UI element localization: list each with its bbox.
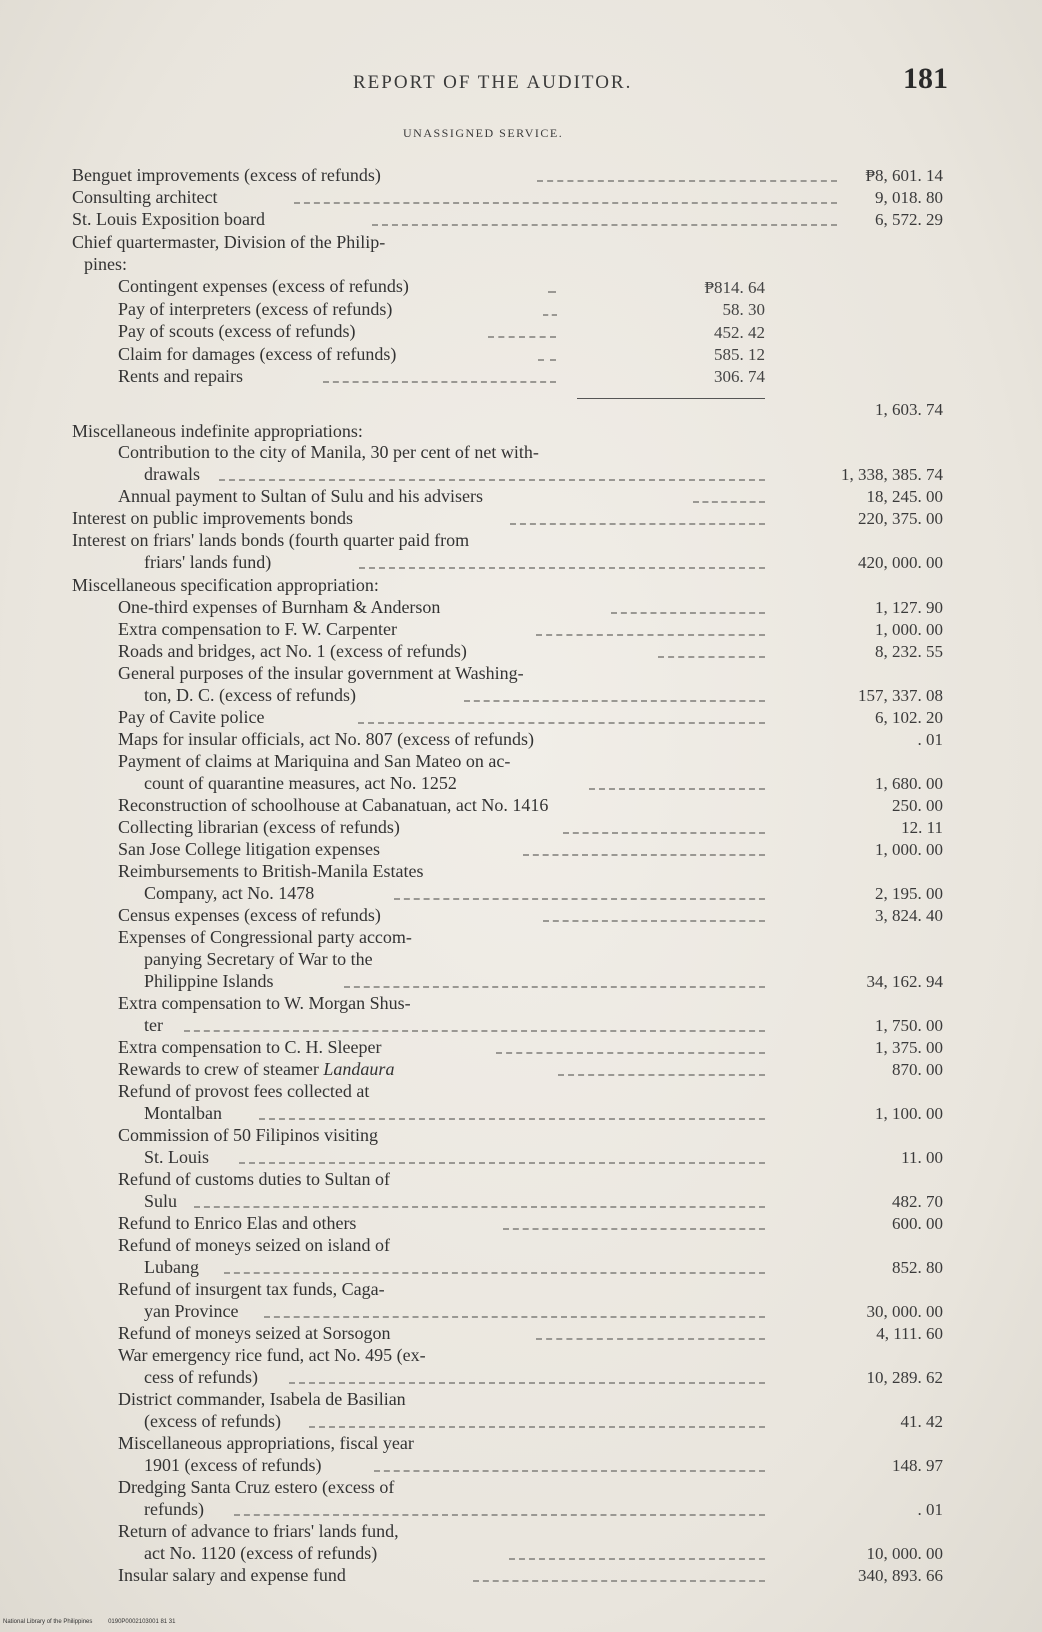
leader-dots (294, 202, 837, 204)
entry-label: Roads and bridges, act No. 1 (excess of refunds) (118, 641, 467, 661)
section-title: UNASSIGNED SERVICE. (403, 126, 564, 140)
entry-label-cont: 1901 (excess of refunds) (144, 1455, 322, 1475)
leader-dots (289, 1382, 765, 1384)
entry-label: Consulting architect (72, 187, 218, 207)
amount-sorsogon: 4, 111. 60 (876, 1324, 943, 1343)
entry-label: Pay of interpreters (excess of refunds) (118, 299, 393, 319)
entry-label-cont: Philippine Islands (144, 971, 274, 991)
leader-dots (234, 1514, 765, 1516)
entry-label-cont: Company, act No. 1478 (144, 883, 315, 903)
leader-dots (309, 1426, 765, 1428)
entry-label: General purposes of the insular government at Washing- (118, 663, 524, 683)
leader-dots (589, 788, 765, 790)
amount-dredging: . 01 (917, 1500, 943, 1519)
entry-label: St. Louis Exposition board (72, 209, 265, 229)
amount-consulting: 9, 018. 80 (875, 188, 943, 207)
entry-label: Claim for damages (excess of refunds) (118, 344, 397, 364)
entry-label: Miscellaneous indefinite appropriations: (72, 421, 363, 441)
entry-label-cont: (excess of refunds) (144, 1411, 281, 1431)
entry-label: Insular salary and expense fund (118, 1565, 346, 1585)
amount-cagayan: 30, 000. 00 (866, 1302, 943, 1321)
entry-label-cont: panying Secretary of War to the (144, 949, 373, 969)
entry-label: Miscellaneous appropriations, fiscal year (118, 1433, 414, 1453)
amount-isabela: 41. 42 (900, 1412, 943, 1431)
entry-label-cont: refunds) (144, 1499, 204, 1519)
leader-dots (503, 1228, 765, 1230)
subamount-scouts: 452. 42 (714, 323, 765, 342)
entry-label-cont: Lubang (144, 1257, 199, 1277)
entry-label: Payment of claims at Mariquina and San Mateo on ac- (118, 751, 511, 771)
leader-dots (184, 1030, 765, 1032)
page-number: 181 (903, 62, 948, 95)
amount-manila: 1, 338, 385. 74 (841, 465, 943, 484)
leader-dots (543, 314, 557, 316)
amount-burnham: 1, 127. 90 (875, 598, 943, 617)
amount-census: 3, 824. 40 (875, 906, 943, 925)
amount-mariquina: 1, 680. 00 (875, 774, 943, 793)
entry-label: Benguet improvements (excess of refunds) (72, 165, 381, 185)
leader-dots (536, 634, 765, 636)
amount-interest-public: 220, 375. 00 (858, 509, 943, 528)
footer-library: National Library of the Philippines (3, 1619, 93, 1625)
subamount-damages: 585. 12 (714, 345, 765, 364)
entry-label: Reconstruction of schoolhouse at Cabanatuan, act No. 1416 (118, 795, 549, 815)
entry-label: Extra compensation to C. H. Sleeper (118, 1037, 382, 1057)
entry-label: District commander, Isabela de Basilian (118, 1389, 406, 1409)
leader-dots (558, 1074, 765, 1076)
entry-label-cont: drawals (144, 464, 200, 484)
amount-provost: 1, 100. 00 (875, 1104, 943, 1123)
leader-dots (359, 567, 765, 569)
leader-dots (509, 1558, 765, 1560)
entry-label-text: Rewards to crew of steamer (118, 1059, 324, 1079)
leader-dots (488, 336, 556, 338)
amount-congress: 34, 162. 94 (866, 972, 943, 991)
entry-label: Refund to Enrico Elas and others (118, 1213, 357, 1233)
leader-dots (523, 854, 765, 856)
entry-label: Collecting librarian (excess of refunds) (118, 817, 400, 837)
entry-label: Chief quartermaster, Division of the Philip- (72, 232, 386, 252)
amount-sleeper: 1, 375. 00 (875, 1038, 943, 1057)
entry-label: Refund of customs duties to Sultan of (118, 1169, 390, 1189)
amount-roads: 8, 232. 55 (875, 642, 943, 661)
entry-label-cont: Sulu (144, 1191, 178, 1211)
subtotal-rule (577, 398, 765, 399)
leader-dots (374, 1470, 765, 1472)
leader-dots (323, 381, 556, 383)
entry-label-cont: St. Louis (144, 1147, 210, 1167)
entry-label: Interest on friars' lands bonds (fourth quarter paid from (72, 530, 470, 550)
leader-dots (693, 501, 765, 503)
entry-label-cont: ter (144, 1015, 163, 1035)
entry-label: Contribution to the city of Manila, 30 per cent of net with- (118, 442, 539, 462)
leader-dots (464, 700, 765, 702)
entry-label-cont: count of quarantine measures, act No. 1252 (144, 773, 457, 793)
amount-stlouis-board: 6, 572. 29 (875, 210, 943, 229)
entry-label: Interest on public improvements bonds (72, 508, 353, 528)
amount-cavite: 6, 102. 20 (875, 708, 943, 727)
amount-benguet: ₱8, 601. 14 (865, 166, 943, 185)
amount-commission: 11. 00 (901, 1148, 943, 1167)
entry-label: Census expenses (excess of refunds) (118, 905, 381, 925)
amount-rice: 10, 289. 62 (866, 1368, 943, 1387)
amount-customs: 482. 70 (892, 1192, 943, 1211)
leader-dots (658, 656, 765, 658)
amount-librarian: 12. 11 (901, 818, 943, 837)
entry-label (118, 1058, 394, 1080)
entry-label: Expenses of Congressional party accom- (118, 927, 412, 947)
leader-dots (264, 1316, 765, 1318)
entry-label-cont: ton, D. C. (excess of refunds) (144, 685, 356, 705)
entry-label: Miscellaneous specification appropriation: (72, 575, 379, 595)
leader-dots (358, 722, 765, 724)
entry-label: Refund of moneys seized on island of (118, 1235, 390, 1255)
leader-dots (538, 359, 556, 361)
leader-dots (239, 1162, 765, 1164)
leader-dots (496, 1052, 765, 1054)
entry-label: Dredging Santa Cruz estero (excess of (118, 1477, 395, 1497)
leader-dots (344, 986, 765, 988)
entry-label-cont: friars' lands fund) (144, 552, 272, 572)
entry-label: Reimbursements to British-Manila Estates (118, 861, 424, 881)
entry-label: One-third expenses of Burnham & Anderson (118, 597, 441, 617)
amount-landaura: 870. 00 (892, 1060, 943, 1079)
amount-shuster: 1, 750. 00 (875, 1016, 943, 1035)
amount-schoolhouse: 250. 00 (892, 796, 943, 815)
entry-label-cont: act No. 1120 (excess of refunds) (144, 1543, 378, 1563)
entry-label: Refund of provost fees collected at (118, 1081, 370, 1101)
subamount-contingent: ₱814. 64 (704, 278, 765, 297)
amount-misc1901: 148. 97 (892, 1456, 943, 1475)
ship-name: Landaura (323, 1059, 395, 1079)
amount-reimbursements: 2, 195. 00 (875, 884, 943, 903)
amount-sanjose: 1, 000. 00 (875, 840, 943, 859)
entry-label: Extra compensation to F. W. Carpenter (118, 619, 397, 639)
entry-label: War emergency rice fund, act No. 495 (ex- (118, 1345, 426, 1365)
entry-label-cont: yan Province (144, 1301, 239, 1321)
running-head: REPORT OF THE AUDITOR. (353, 72, 633, 93)
subamount-rents: 306. 74 (714, 367, 765, 386)
entry-label: Rents and repairs (118, 366, 243, 386)
leader-dots (219, 479, 765, 481)
amount-sultan: 18, 245. 00 (866, 487, 943, 506)
footer-code: 0190P0002103001 81 31 (108, 1619, 176, 1625)
entry-label: Extra compensation to W. Morgan Shus- (118, 993, 411, 1013)
amount-advance: 10, 000. 00 (866, 1544, 943, 1563)
subamount-interpreters: 58. 30 (722, 300, 765, 319)
amount-general: 157, 337. 08 (858, 686, 943, 705)
leader-dots (224, 1272, 765, 1274)
entry-label: San Jose College litigation expenses (118, 839, 380, 859)
amount-qm-total: 1, 603. 74 (875, 400, 943, 419)
leader-dots (548, 291, 556, 293)
amount-lubang: 852. 80 (892, 1258, 943, 1277)
leader-dots (473, 1580, 765, 1582)
amount-maps: . 01 (917, 730, 943, 749)
scan-footer (3, 1619, 189, 1625)
entry-label: Annual payment to Sultan of Sulu and his advisers (118, 486, 483, 506)
entry-label: Refund of insurgent tax funds, Caga- (118, 1279, 385, 1299)
entry-label: Return of advance to friars' lands fund, (118, 1521, 399, 1541)
leader-dots (194, 1206, 765, 1208)
entry-label: Refund of moneys seized at Sorsogon (118, 1323, 391, 1343)
leader-dots (543, 920, 765, 922)
leader-dots (510, 523, 765, 525)
entry-label: Contingent expenses (excess of refunds) (118, 276, 409, 296)
leader-dots (259, 1118, 765, 1120)
leader-dots (394, 898, 765, 900)
entry-label: Pay of scouts (excess of refunds) (118, 321, 356, 341)
entry-label: Pay of Cavite police (118, 707, 265, 727)
amount-carpenter: 1, 000. 00 (875, 620, 943, 639)
leader-dots (536, 1338, 765, 1340)
leader-dots (563, 832, 765, 834)
entry-label: Maps for insular officials, act No. 807 (excess of refunds) (118, 729, 535, 749)
entry-label-cont: cess of refunds) (144, 1367, 258, 1387)
leader-dots (611, 612, 765, 614)
entry-label-cont: Montalban (144, 1103, 222, 1123)
amount-enrico: 600. 00 (892, 1214, 943, 1233)
amount-interest-friars: 420, 000. 00 (858, 553, 943, 572)
amount-salary: 340, 893. 66 (858, 1566, 943, 1585)
entry-label-cont: pines: (84, 254, 127, 274)
entry-label: Commission of 50 Filipinos visiting (118, 1125, 379, 1145)
